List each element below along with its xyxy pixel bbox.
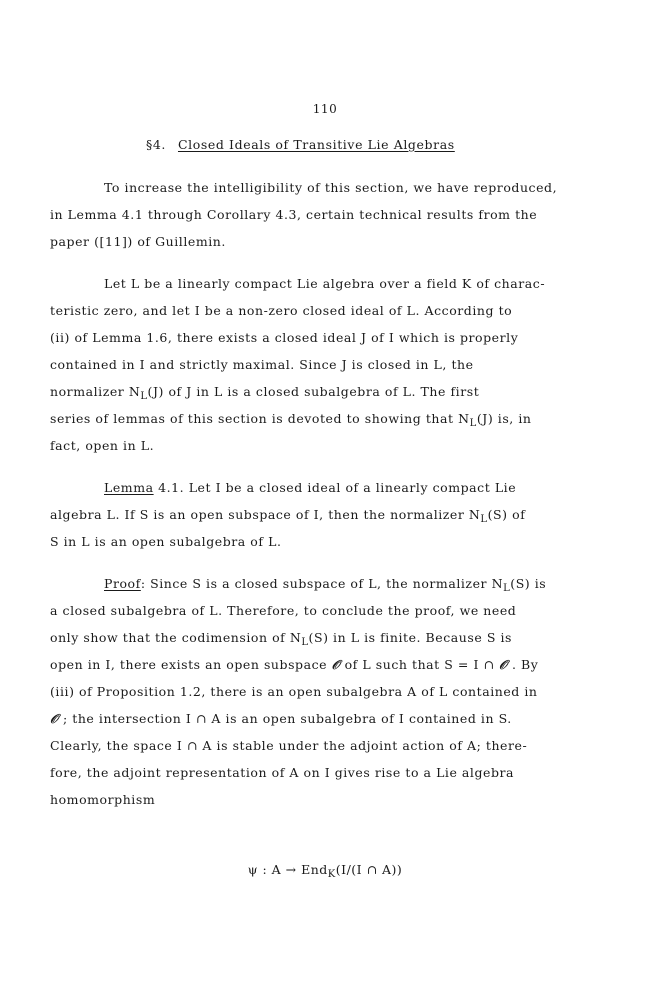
lemma-line-2 xyxy=(50,507,525,525)
subscript: K xyxy=(327,869,336,880)
proof-line-3-a: only show that the codimension of N xyxy=(50,630,302,645)
para2-line-6-a: series of lemmas of this section is devoted to showing that N xyxy=(50,411,470,426)
para2-line-7: fact, open in L. xyxy=(50,438,155,453)
proof-line-9: homomorphism xyxy=(50,792,156,807)
section-heading xyxy=(146,137,455,152)
subscript: L xyxy=(140,391,148,402)
subscript: L xyxy=(480,514,488,525)
intro-line-1: To increase the intelligibility of this section, we have reproduced, xyxy=(104,180,558,195)
section-number: §4. xyxy=(146,137,166,152)
para2-line-4: contained in I and strictly maximal. Since J is closed in L, the xyxy=(50,357,474,372)
section-title: Closed Ideals of Transitive Lie Algebras xyxy=(177,137,455,152)
proof-line-4-b: of L such that S = I ∩ xyxy=(340,657,500,672)
lemma-line-3: S in L is an open subalgebra of L. xyxy=(50,534,282,549)
proof-line-6-text: ; the intersection I ∩ A is an open subalgebra of I contained in S. xyxy=(58,711,512,726)
page-number: 110 xyxy=(312,102,338,116)
para2-line-5-a: normalizer N xyxy=(50,384,141,399)
subscript: L xyxy=(469,418,477,429)
intro-line-3: paper ([11]) of Guillemin. xyxy=(50,234,226,249)
subscript: L xyxy=(301,637,309,648)
proof-line-1-b: (S) is xyxy=(510,576,547,591)
lemma-line-2-a: algebra L. If S is an open subspace of I, then the normalizer N xyxy=(50,507,481,522)
proof-line-6 xyxy=(50,711,512,727)
equation-left: ψ : A → End xyxy=(247,862,328,877)
proof-line-8: fore, the adjoint representation of A on I gives rise to a Lie algebra xyxy=(50,765,515,780)
proof-line-3-b: (S) in L is finite. Because S is xyxy=(308,630,512,645)
lemma-label: Lemma xyxy=(104,480,154,495)
script-o-symbol: 𝒪 xyxy=(50,711,59,726)
proof-line-1-a: : Since S is a closed subspace of L, the normalizer N xyxy=(140,576,504,591)
script-o-symbol: 𝒪 xyxy=(499,657,508,672)
proof-line-4-c: . By xyxy=(507,657,539,672)
proof-label: Proof xyxy=(104,576,141,591)
proof-line-4-a: open in I, there exists an open subspace xyxy=(50,657,332,672)
intro-line-2: in Lemma 4.1 through Corollary 4.3, certain technical results from the xyxy=(50,207,538,222)
proof-line-7: Clearly, the space I ∩ A is stable under the adjoint action of A; there- xyxy=(50,738,528,753)
para2-line-1: Let L be a linearly compact Lie algebra over a field K of charac- xyxy=(104,276,546,291)
equation-right: (I/(I ∩ A)) xyxy=(335,862,403,877)
para2-line-5 xyxy=(50,384,479,402)
para2-line-6-b: (J) is, in xyxy=(476,411,532,426)
proof-line-1 xyxy=(104,576,546,594)
subscript: L xyxy=(503,583,511,594)
proof-line-5: (iii) of Proposition 1.2, there is an open subalgebra A of L contained in xyxy=(50,684,538,699)
lemma-line-1-text: 4.1. Let I be a closed ideal of a linearly compact Lie xyxy=(153,480,517,495)
para2-line-3: (ii) of Lemma 1.6, there exists a closed ideal J of I which is properly xyxy=(50,330,519,345)
display-equation xyxy=(0,862,650,880)
proof-line-4 xyxy=(50,657,538,673)
script-o-symbol: 𝒪 xyxy=(331,657,341,672)
para2-line-2: teristic zero, and let I be a non-zero closed ideal of L. According to xyxy=(50,303,513,318)
lemma-line-2-b: (S) of xyxy=(487,507,526,522)
proof-line-2: a closed subalgebra of L. Therefore, to conclude the proof, we need xyxy=(50,603,517,618)
para2-line-5-b: (J) of J in L is a closed subalgebra of L. The first xyxy=(147,384,480,399)
para2-line-6 xyxy=(50,411,531,429)
proof-line-3 xyxy=(50,630,512,648)
lemma-line-1 xyxy=(104,480,516,496)
